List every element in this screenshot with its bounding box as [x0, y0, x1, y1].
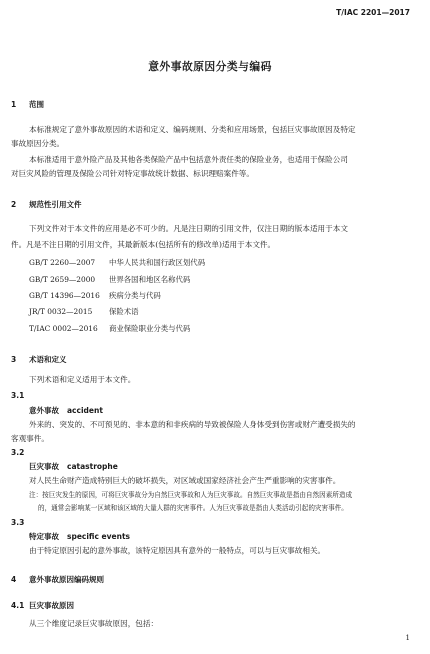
reference-name: 中华人民共和国行政区划代码	[109, 258, 206, 267]
note-line: 的，通常会影响某一区域和该区域的大量人群的灾害事件。人为巨灾事故是指由人类活动引起的灾害事件。	[38, 504, 348, 512]
reference-item	[29, 306, 139, 317]
paragraph-line: 事故原因分类。	[11, 139, 65, 148]
paragraph-line: 件。凡是不注日期的引用文件，其最新版本(包括所有的修改单)适用于本文件。	[11, 240, 276, 249]
term-heading	[29, 461, 118, 472]
reference-name: 商业保险职业分类与代码	[109, 324, 191, 333]
note-line: 注：按巨灾发生的原因，可将巨灾事故分为自然巨灾事故和人为巨灾事故。自然巨灾事故是指由自然因素所造成	[29, 491, 353, 499]
term-zh: 巨灾事故	[29, 462, 59, 471]
definition-line: 外来的、突发的、不可预见的、非本意的和非疾病的导致被保险人身体受到伤害或财产遭受损失的	[29, 420, 356, 429]
term-en: catastrophe	[67, 462, 118, 471]
reference-item	[29, 290, 161, 301]
subsection-title: 巨灾事故原因	[29, 601, 74, 610]
document-title: 意外事故原因分类与编码	[148, 60, 272, 73]
term-zh: 特定事故	[29, 532, 59, 541]
term-number: 3.3	[11, 518, 25, 527]
standard-code-header: T/IAC 2201—2017	[336, 8, 410, 17]
paragraph-line: 下列文件对于本文件的应用是必不可少的。凡是注日期的引用文件，仅注日期的版本适用于本文	[29, 224, 348, 233]
section-1-heading	[11, 99, 44, 110]
reference-code: T/IAC 0002—2016	[29, 324, 98, 333]
section-title: 术语和定义	[29, 355, 67, 364]
section-3-heading	[11, 354, 67, 365]
definition-line: 由于特定原因引起的意外事故，该特定原因具有意外的一般特点，可以与巨灾事故相关。	[29, 546, 326, 555]
reference-item	[29, 323, 190, 334]
section-number: 3	[11, 355, 17, 364]
paragraph-line: 对巨灾风险的管理及保险公司针对特定事故统计数据、标识理赔案件等。	[11, 169, 254, 178]
paragraph-line: 本标准适用于意外险产品及其他各类保险产品中包括意外责任类的保险业务，也适用于保险公司	[29, 155, 348, 164]
paragraph-line: 从三个维度记录巨灾事故原因，包括：	[29, 619, 159, 628]
term-heading	[29, 405, 103, 416]
paragraph-line: 本标准规定了意外事故原因的术语和定义、编码规则、分类和应用场景，包括巨灾事故原因及特定	[29, 125, 356, 134]
reference-name: 保险术语	[109, 307, 139, 316]
definition-line: 对人民生命财产造成特别巨大的破坏损失，对区域或国家经济社会产生严重影响的灾害事件。	[29, 476, 341, 485]
reference-code: GB/T 2659—2000	[29, 275, 96, 284]
term-en: accident	[67, 406, 103, 415]
subsection-number: 4.1	[11, 601, 25, 610]
section-title: 规范性引用文件	[29, 200, 82, 209]
reference-item	[29, 257, 205, 268]
section-number: 2	[11, 200, 17, 209]
subsection-4-1-heading	[11, 600, 74, 611]
section-number: 1	[11, 100, 17, 109]
paragraph-line: 下列术语和定义适用于本文件。	[29, 375, 136, 384]
reference-item	[29, 274, 190, 285]
term-en: specific events	[67, 532, 131, 541]
reference-code: GB/T 2260—2007	[29, 258, 96, 267]
reference-name: 世界各国和地区名称代码	[109, 275, 191, 284]
section-4-heading	[11, 574, 104, 585]
reference-name: 疾病分类与代码	[109, 291, 161, 300]
reference-code: JR/T 0032—2015	[29, 307, 93, 316]
section-title: 范围	[29, 100, 44, 109]
section-title: 意外事故原因编码规则	[29, 575, 104, 584]
reference-code: GB/T 14396—2016	[29, 291, 100, 300]
section-number: 4	[11, 575, 17, 584]
section-2-heading	[11, 199, 82, 210]
term-number: 3.2	[11, 448, 25, 457]
term-heading	[29, 531, 130, 542]
term-zh: 意外事故	[29, 406, 59, 415]
definition-line: 客观事件。	[11, 434, 49, 443]
term-number: 3.1	[11, 391, 25, 400]
page-number: 1	[405, 634, 410, 642]
